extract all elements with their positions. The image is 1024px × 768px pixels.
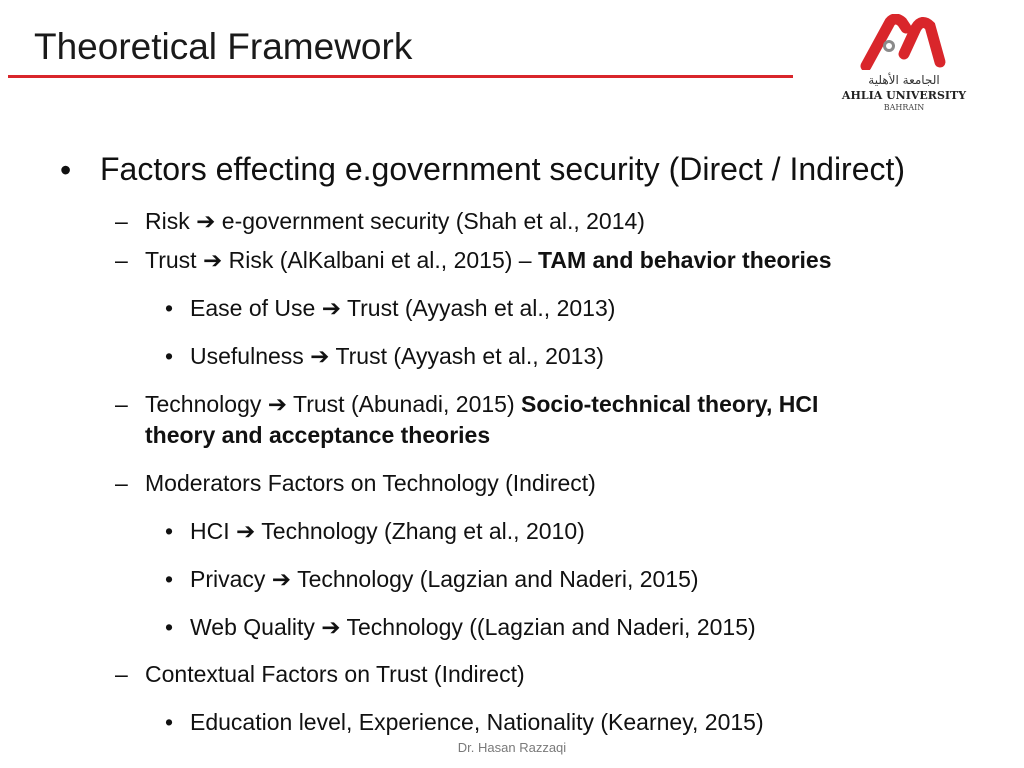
list-item-text: Education level, Experience, Nationality (Kearney, 2015) [190, 709, 764, 735]
list-item-cause: Ease of Use [190, 295, 322, 321]
list-item-cause: Risk [145, 208, 190, 234]
theory-label: Socio-technical theory, HCI [521, 391, 819, 417]
list-item [190, 566, 699, 593]
list-item [145, 208, 645, 235]
logo-english-text: AHLIA UNIVERSITY [841, 89, 967, 102]
bullet-dot: • [165, 343, 174, 369]
list-item [190, 709, 764, 736]
bullet-dot: • [165, 518, 174, 544]
list-item [145, 661, 525, 688]
bullet-dash: – [115, 247, 128, 273]
list-item [100, 151, 905, 188]
arrow-right-icon: ➔ [321, 295, 341, 321]
bullet-dash: – [115, 470, 128, 496]
footer-author: Dr. Hasan Razzaqi [457, 740, 567, 755]
list-item-effect: Trust (Ayyash et al., 2013) [346, 295, 616, 321]
arrow-right-icon: ➔ [271, 566, 292, 592]
bullet-dot: • [165, 709, 174, 735]
list-item-effect: Technology ((Lagzian and Naderi, 2015) [346, 614, 756, 640]
arrow-right-icon: ➔ [236, 518, 256, 544]
arrow-right-icon: ➔ [321, 614, 341, 640]
list-item-cause: Trust [145, 247, 197, 273]
university-logo [838, 14, 970, 114]
list-item-cause: HCI [190, 518, 230, 544]
bullet-dot: • [165, 566, 174, 592]
title-underline [8, 75, 793, 78]
arrow-right-icon: ➔ [196, 208, 216, 234]
bullet-dot: • [165, 295, 174, 321]
list-item-effect: Technology (Lagzian and Naderi, 2015) [297, 566, 699, 592]
university-emblem-icon [860, 14, 948, 70]
list-item-effect: Technology (Zhang et al., 2010) [261, 518, 585, 544]
arrow-right-icon: ➔ [310, 343, 330, 369]
list-item-text: Moderators Factors on Technology (Indirect) [145, 470, 596, 496]
list-item-text: Factors effecting e.government security (Direct / Indirect) [100, 151, 906, 187]
theory-label-continued: theory and acceptance theories [145, 422, 491, 448]
slide-title: Theoretical Framework [34, 26, 413, 67]
list-item [145, 391, 818, 418]
bullet-dot: • [60, 152, 72, 188]
list-item [190, 343, 604, 370]
list-item [190, 614, 756, 641]
list-item-effect: Trust (Ayyash et al., 2013) [335, 343, 604, 369]
bullet-dot: • [165, 614, 174, 640]
list-item [190, 518, 585, 545]
list-item [145, 247, 832, 274]
arrow-right-icon: ➔ [202, 247, 223, 273]
list-item-cause: Web Quality [190, 614, 315, 640]
list-item [145, 470, 596, 497]
bullet-dash: – [115, 208, 128, 234]
list-item-cause: Usefulness [190, 343, 304, 369]
list-item-effect: Trust (Abunadi, 2015) [293, 391, 522, 417]
list-item-effect: Risk (AlKalbani et al., 2015) – [228, 247, 538, 273]
theory-label: TAM and behavior theories [538, 247, 832, 273]
bullet-dash: – [115, 661, 128, 687]
logo-country-text: BAHRAIN [883, 103, 925, 112]
bullet-dash: – [115, 391, 128, 417]
list-item-cause: Technology [145, 391, 262, 417]
list-item-cause: Privacy [190, 566, 266, 592]
list-item-continuation [145, 422, 490, 449]
list-item-effect: e-government security (Shah et al., 2014) [221, 208, 645, 234]
arrow-right-icon: ➔ [267, 391, 288, 417]
list-item-text: Contextual Factors on Trust (Indirect) [145, 661, 525, 687]
list-item [190, 295, 615, 322]
logo-arabic-text: الجامعة الأهلية [868, 73, 940, 87]
